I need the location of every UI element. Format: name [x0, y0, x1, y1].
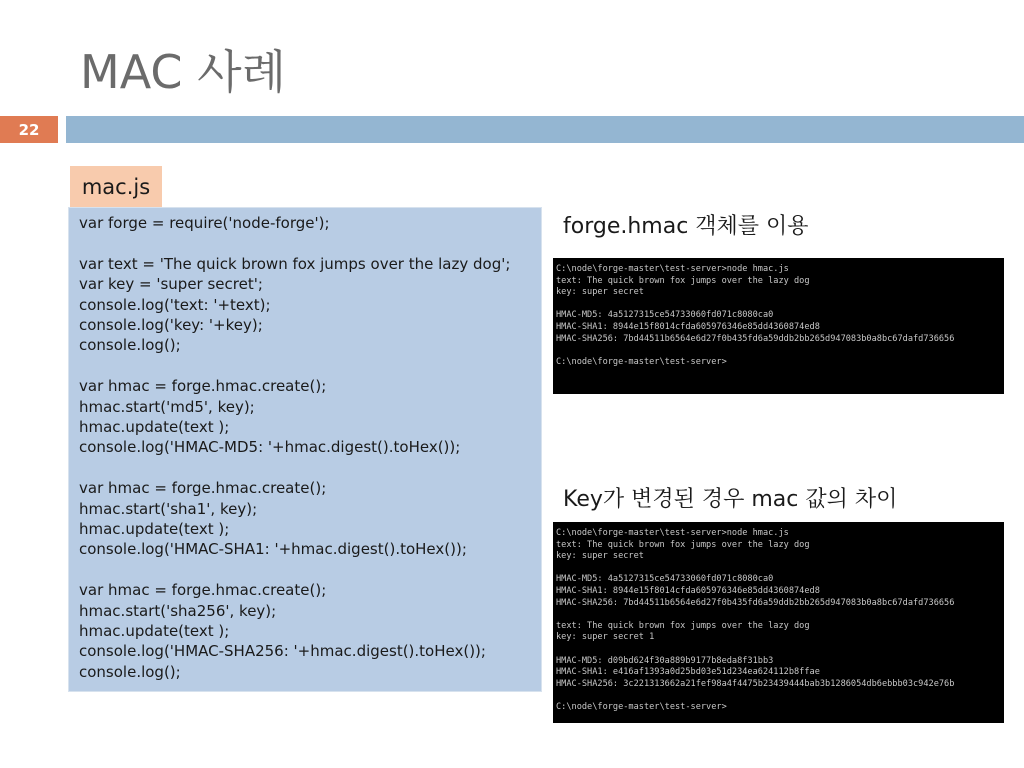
header-bar [66, 116, 1024, 143]
code-line: var hmac = forge.hmac.create(); [79, 377, 327, 396]
code-line: console.log('HMAC-MD5: '+hmac.digest().toHex()); [79, 438, 461, 457]
terminal-line [556, 563, 1001, 575]
code-line [79, 356, 531, 376]
caption-forge-hmac: forge.hmac 객체를 이용 [563, 214, 809, 239]
code-block [68, 207, 542, 692]
terminal-line: HMAC-SHA1: e416af1393a0d25bd03e51d234ea624112b8ffae [556, 667, 820, 678]
terminal-line: C:\node\forge-master\test-server> [556, 356, 727, 367]
code-line [79, 560, 531, 580]
terminal-line: HMAC-SHA1: 8944e15f8014cfda605976346e85dd4360874ed8 [556, 321, 820, 332]
terminal-line: key: super secret 1 [556, 632, 655, 643]
terminal-line: key: super secret [556, 287, 644, 298]
terminal-line: HMAC-SHA256: 3c221313662a21fef98a4f4475b23439444bab3b1286054db6ebbb03c942e76b [556, 678, 955, 689]
code-line [79, 458, 531, 478]
code-line: hmac.update(text ); [79, 520, 230, 539]
terminal-output-2 [553, 522, 1004, 723]
code-line: console.log('HMAC-SHA256: '+hmac.digest().toHex()); [79, 642, 486, 661]
terminal-line: C:\node\forge-master\test-server>node hmac.js [556, 264, 789, 274]
terminal-output-1 [553, 258, 1004, 394]
terminal-line [556, 345, 1001, 357]
code-line: hmac.update(text ); [79, 622, 230, 641]
terminal-line: C:\node\forge-master\test-server>node hmac.js [556, 528, 789, 538]
code-line: var text = 'The quick brown fox jumps over the lazy dog'; [79, 254, 511, 273]
page-number: 22 [0, 116, 58, 143]
terminal-line: key: super secret [556, 551, 644, 562]
terminal-line: text: The quick brown fox jumps over the lazy dog [556, 620, 810, 631]
terminal-line: HMAC-SHA256: 7bd44511b6564e6d27f0b435fd6a59ddb2bb265d947083b0a8bc67dafd736656 [556, 597, 955, 608]
slide-title: MAC 사례 [80, 45, 286, 99]
file-label: mac.js [70, 166, 162, 207]
code-line: hmac.start('sha1', key); [79, 499, 258, 518]
code-line: console.log('HMAC-SHA1: '+hmac.digest().toHex()); [79, 540, 467, 559]
code-line: hmac.start('sha256', key); [79, 601, 277, 620]
terminal-line [556, 644, 1001, 656]
terminal-line: C:\node\forge-master\test-server> [556, 701, 727, 712]
terminal-line [556, 299, 1001, 311]
terminal-line [556, 609, 1001, 621]
terminal-line: text: The quick brown fox jumps over the lazy dog [556, 539, 810, 550]
code-line: var hmac = forge.hmac.create(); [79, 479, 327, 498]
code-line: console.log(); [79, 336, 181, 355]
code-line: console.log(); [79, 662, 181, 681]
terminal-line: HMAC-MD5: 4a5127315ce54733060fd071c8080ca0 [556, 310, 774, 321]
code-line [79, 233, 531, 253]
terminal-line [556, 690, 1001, 702]
code-line: console.log('key: '+key); [79, 316, 263, 335]
code-line: var key = 'super secret'; [79, 275, 263, 294]
terminal-line: HMAC-MD5: 4a5127315ce54733060fd071c8080ca0 [556, 574, 774, 585]
code-line: var forge = require('node-forge'); [79, 214, 330, 232]
terminal-line: HMAC-SHA1: 8944e15f8014cfda605976346e85dd4360874ed8 [556, 585, 820, 596]
terminal-line: HMAC-SHA256: 7bd44511b6564e6d27f0b435fd6a59ddb2bb265d947083b0a8bc67dafd736656 [556, 333, 955, 344]
terminal-line: text: The quick brown fox jumps over the lazy dog [556, 275, 810, 286]
code-line: hmac.start('md5', key); [79, 397, 255, 416]
terminal-line: HMAC-MD5: d09bd624f30a889b9177b8eda8f31bb3 [556, 655, 774, 666]
code-line: hmac.update(text ); [79, 418, 230, 437]
caption-key-change: Key가 변경된 경우 mac 값의 차이 [563, 487, 898, 512]
code-line: console.log('text: '+text); [79, 295, 271, 314]
code-line: var hmac = forge.hmac.create(); [79, 581, 327, 600]
